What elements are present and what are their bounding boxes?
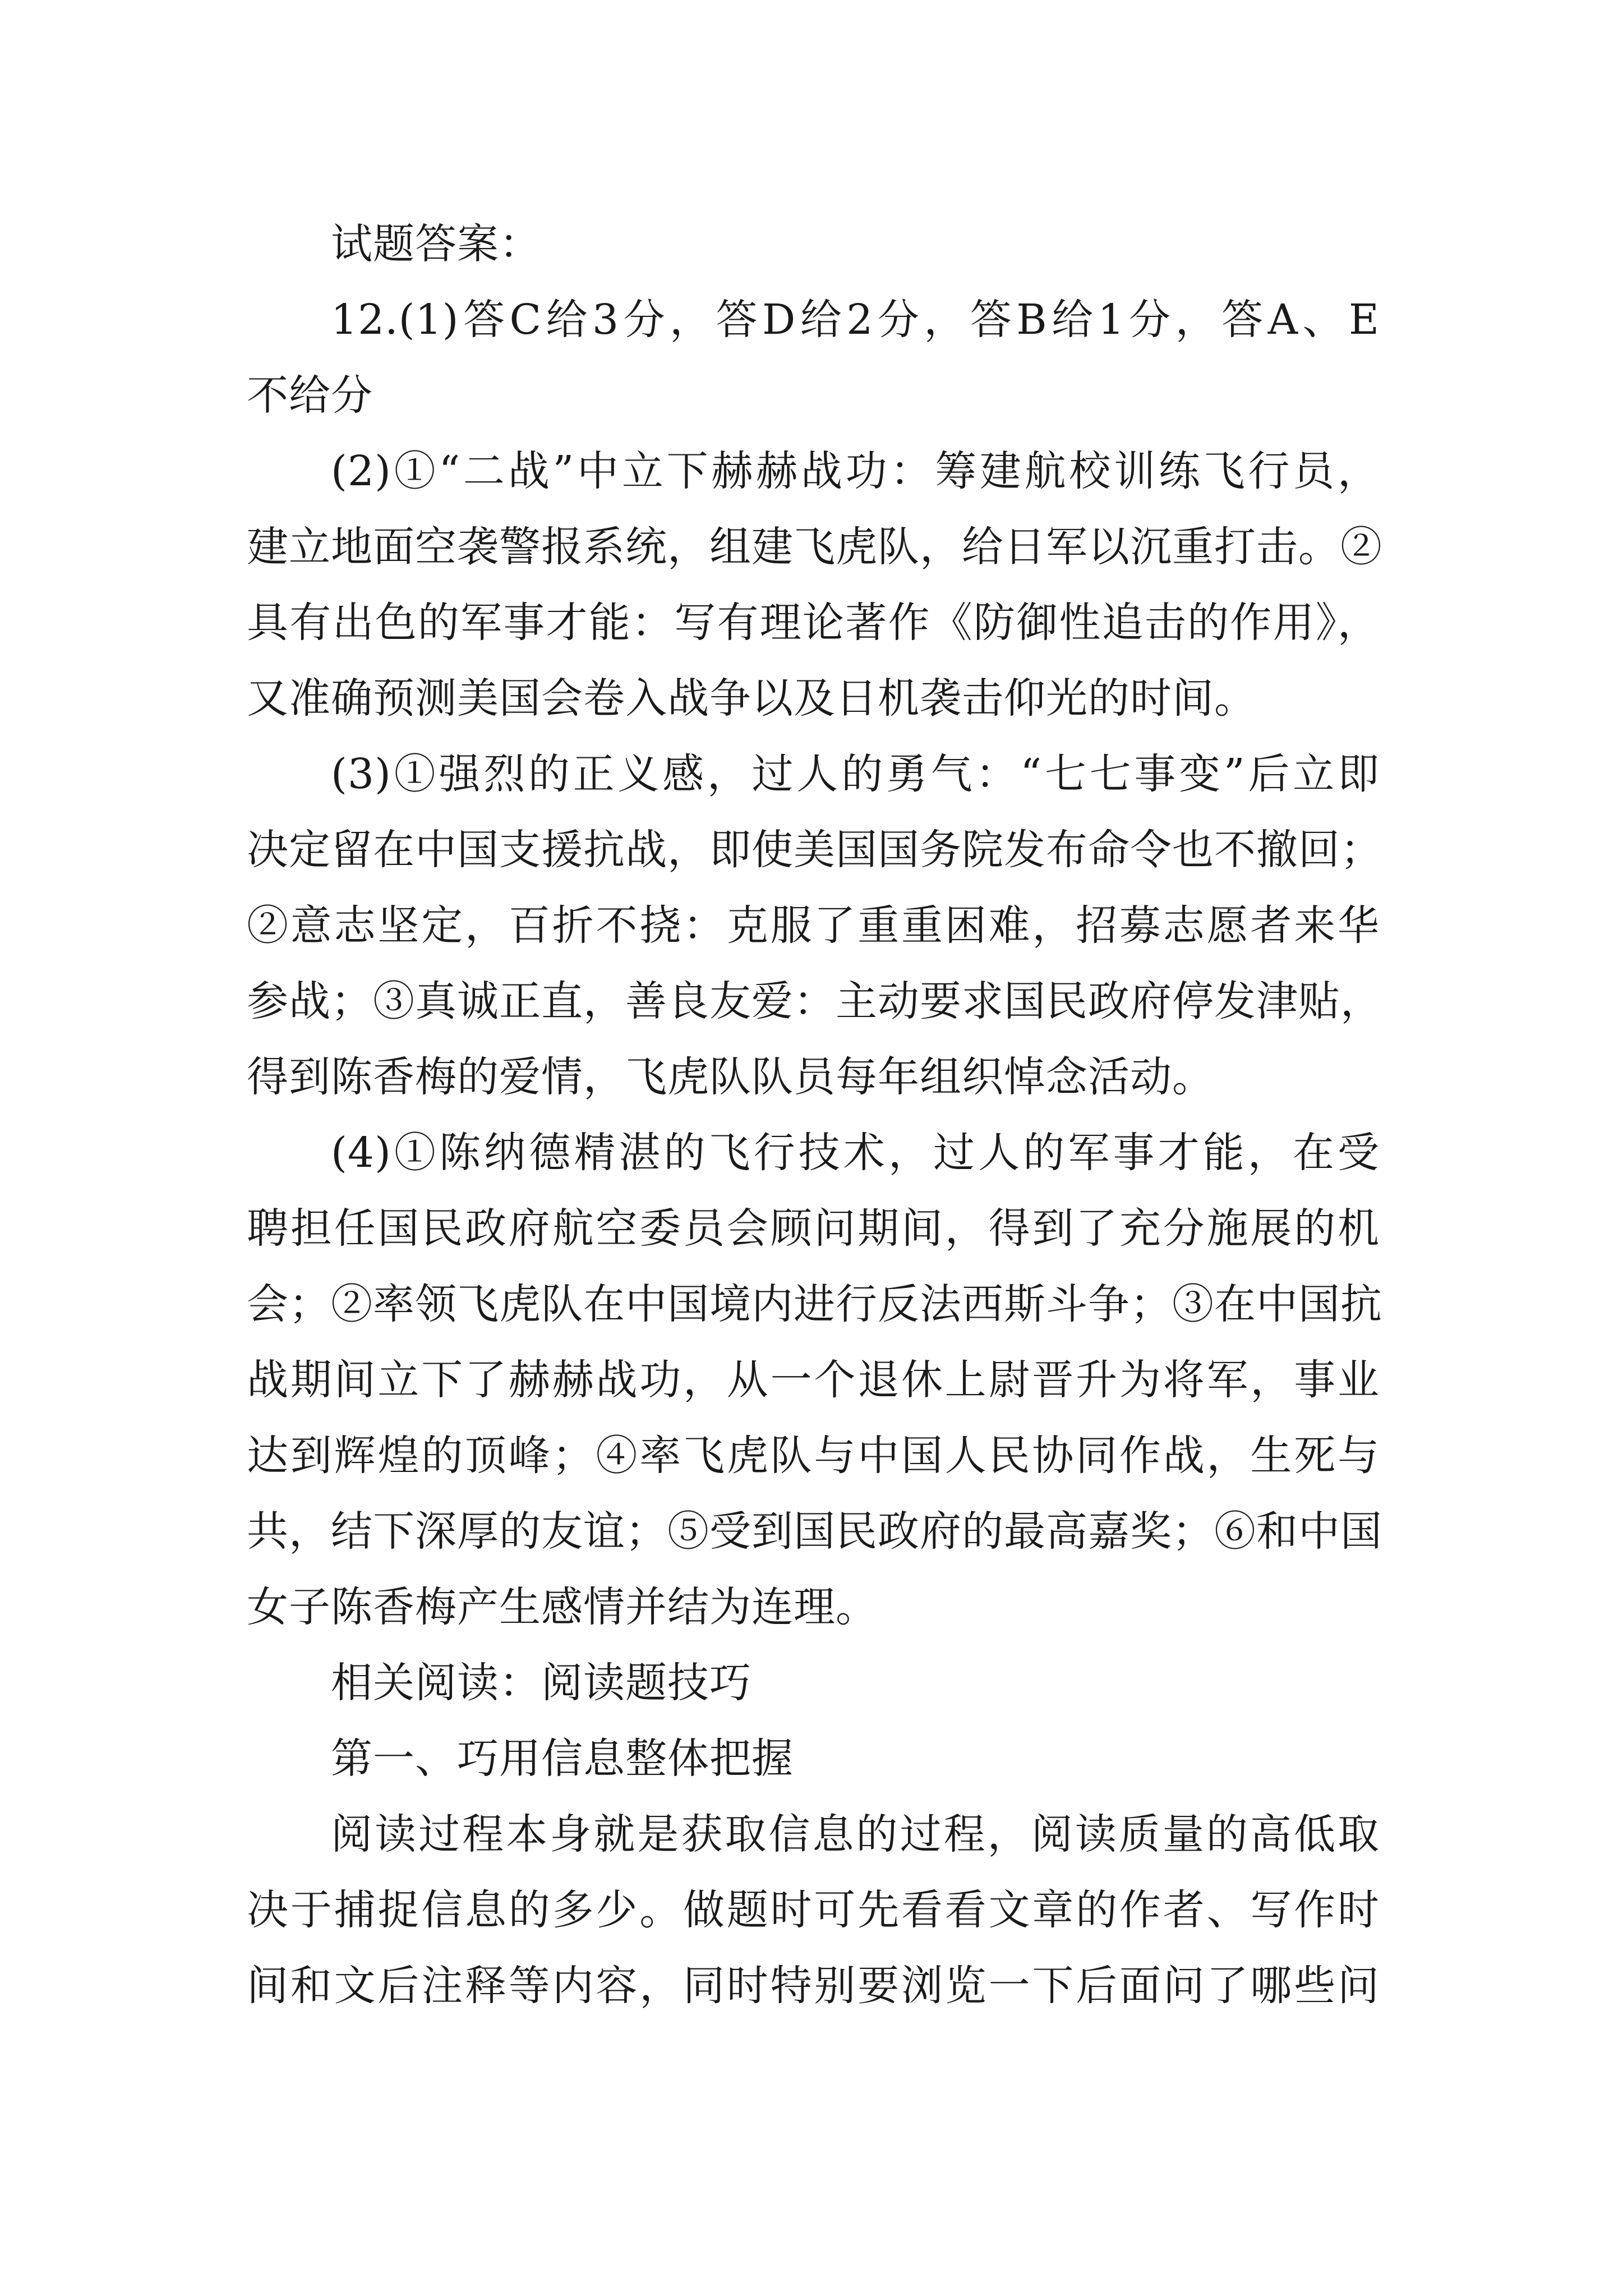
paragraph-line: 间和文后注释等内容，同时特别要浏览一下后面问了哪些问	[247, 1962, 1380, 2010]
answer-line: 战期间立下了赫赫战功，从一个退休上尉晋升为将军，事业	[247, 1356, 1380, 1404]
answer-line: 参战；③真诚正直，善良友爱：主动要求国民政府停发津贴，	[247, 977, 1382, 1025]
answer-line: 会；②率领飞虎队在中国境内进行反法西斯斗争；③在中国抗	[247, 1280, 1382, 1328]
answer-line: 得到陈香梅的爱情，飞虎队队员每年组织悼念活动。	[247, 1053, 1214, 1101]
answer-line: 达到辉煌的顶峰；④率飞虎队与中国人民协同作战，生死与	[247, 1432, 1380, 1480]
answer-line: 决定留在中国支援抗战，即使美国国务院发布命令也不撤回；	[247, 826, 1382, 874]
answer-line: 建立地面空袭警报系统，组建飞虎队，给日军以沉重打击。②	[247, 523, 1382, 571]
answer-line: (4)①陈纳德精湛的飞行技术，过人的军事才能，在受	[331, 1129, 1380, 1177]
answer-line: (3)①强烈的正义感，过人的勇气：“七七事变”后立即	[331, 750, 1380, 798]
answer-line: 女子陈香梅产生感情并结为连理。	[247, 1583, 878, 1631]
answer-line: 聘担任国民政府航空委员会顾问期间，得到了充分施展的机	[247, 1204, 1380, 1253]
answer-heading: 试题答案：	[331, 220, 541, 268]
section-heading: 相关阅读：阅读题技巧	[331, 1659, 751, 1707]
answer-line: ②意志坚定，百折不挠：克服了重重困难，招募志愿者来华	[247, 901, 1380, 950]
paragraph-line: 决于捕捉信息的多少。做题时可先看看文章的作者、写作时	[247, 1886, 1380, 1934]
paragraph-line: 阅读过程本身就是获取信息的过程，阅读质量的高低取	[331, 1810, 1380, 1858]
answer-line: 不给分	[247, 371, 373, 420]
answer-line: 共，结下深厚的友谊；⑤受到国民政府的最高嘉奖；⑥和中国	[247, 1507, 1382, 1556]
answer-line: (2)①“二战”中立下赫赫战功：筹建航校训练飞行员，	[331, 447, 1380, 495]
answer-line: 具有出色的军事才能：写有理论著作《防御性追击的作用》，	[247, 599, 1380, 647]
document-body	[247, 206, 1380, 2024]
answer-line: 12.(1)答C给3分，答D给2分，答B给1分，答A、E	[331, 296, 1380, 344]
answer-line: 又准确预测美国会卷入战争以及日机袭击仰光的时间。	[247, 674, 1256, 723]
section-heading: 第一、巧用信息整体把握	[331, 1734, 794, 1783]
